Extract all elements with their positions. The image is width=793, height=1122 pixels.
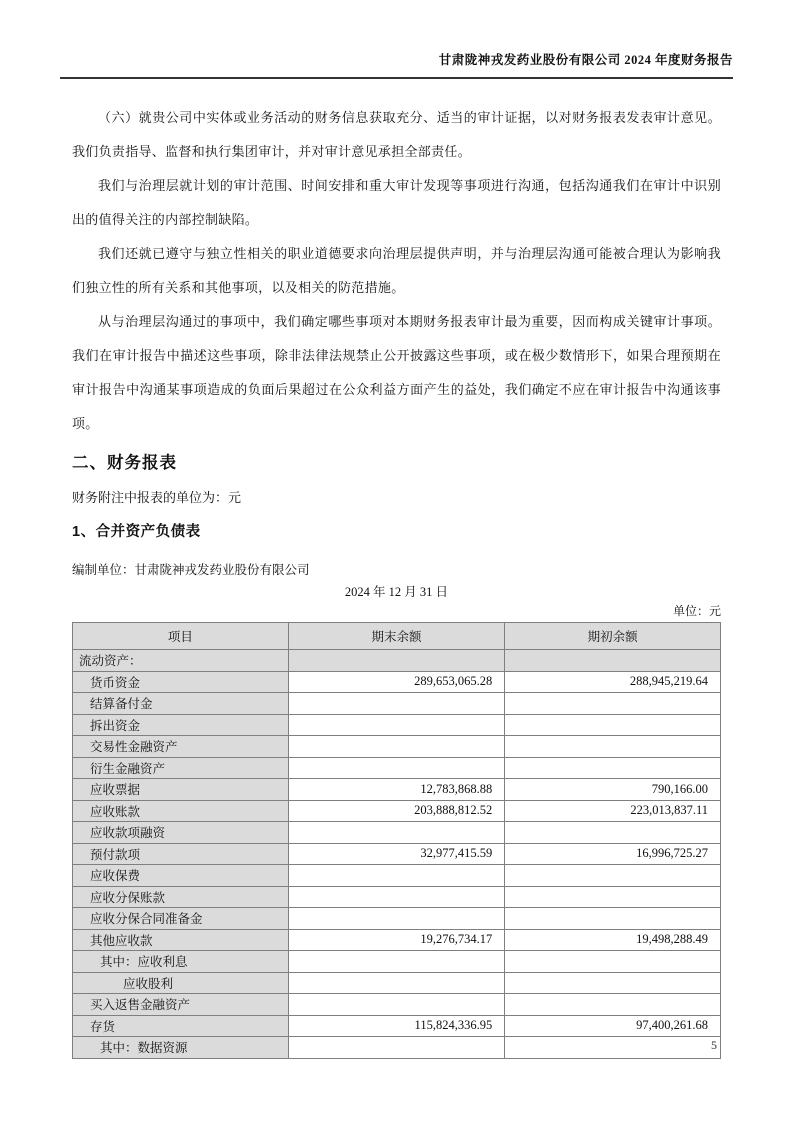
- beginning-balance-cell: [505, 951, 721, 973]
- table-header-row: [73, 623, 721, 650]
- beginning-balance-cell: [505, 994, 721, 1016]
- ending-balance-cell: 289,653,065.28: [288, 671, 504, 693]
- table-row: [73, 843, 721, 865]
- item-cell: [73, 736, 289, 758]
- beginning-balance-cell: [505, 736, 721, 758]
- item-label: 其中：应收利息: [100, 955, 188, 970]
- item-label: 应收分保合同准备金: [90, 912, 203, 927]
- ending-balance-cell: [288, 693, 504, 715]
- item-label: 结算备付金: [90, 697, 153, 712]
- ending-balance-cell: [288, 908, 504, 930]
- beginning-balance-cell: 288,945,219.64: [505, 671, 721, 693]
- item-cell: [73, 779, 289, 801]
- beginning-balance-cell: [505, 886, 721, 908]
- item-cell: [73, 1037, 289, 1059]
- beginning-balance-cell: 97,400,261.68: [505, 1015, 721, 1037]
- item-cell: [73, 800, 289, 822]
- item-cell: [73, 951, 289, 973]
- item-label: 其他应收款: [90, 933, 153, 948]
- document-header: [60, 50, 733, 79]
- item-cell: [73, 929, 289, 951]
- beginning-balance-cell: [505, 865, 721, 887]
- ending-balance-cell: [288, 1037, 504, 1059]
- beginning-balance-cell: [505, 822, 721, 844]
- item-cell: [73, 671, 289, 693]
- item-cell: [73, 693, 289, 715]
- table-row: [73, 886, 721, 908]
- col-header-beginning-balance: 期初余额: [505, 623, 721, 650]
- table-row: [73, 800, 721, 822]
- ending-balance-cell: [288, 972, 504, 994]
- item-cell: [73, 843, 289, 865]
- item-cell: [73, 822, 289, 844]
- item-label: 衍生金融资产: [90, 761, 166, 776]
- item-label: 其中：数据资源: [100, 1041, 188, 1056]
- balance-sheet-body: [73, 650, 721, 1059]
- item-cell: [73, 1015, 289, 1037]
- item-cell: [73, 972, 289, 994]
- unit-label: 单位：元: [672, 604, 721, 618]
- beginning-balance-cell: 19,498,288.49: [505, 929, 721, 951]
- item-cell: [73, 650, 289, 672]
- report-title: 甘肃陇神戎发药业股份有限公司 2024 年度财务报告: [438, 53, 733, 67]
- beginning-balance-cell: [505, 650, 721, 672]
- item-label: 买入返售金融资产: [90, 998, 191, 1013]
- beginning-balance-cell: [505, 1037, 721, 1059]
- beginning-balance-cell: [505, 972, 721, 994]
- balance-sheet-table: [72, 622, 721, 1059]
- statement-date: 2024 年 12 月 31 日: [344, 585, 449, 599]
- ending-balance-cell: [288, 886, 504, 908]
- table-row: [73, 671, 721, 693]
- table-row: [73, 714, 721, 736]
- col-header-item: 项目: [73, 623, 289, 650]
- ending-balance-cell: [288, 736, 504, 758]
- item-cell: [73, 865, 289, 887]
- table-row: [73, 1037, 721, 1059]
- beginning-balance-cell: 790,166.00: [505, 779, 721, 801]
- beginning-balance-cell: [505, 908, 721, 930]
- item-label: 流动资产：: [79, 654, 142, 669]
- item-label: 应收款项融资: [90, 826, 166, 841]
- item-label: 应收账款: [90, 804, 141, 819]
- table-row: [73, 951, 721, 973]
- document-content: [72, 101, 721, 1059]
- item-label: 应收保费: [90, 869, 141, 884]
- table-row: [73, 908, 721, 930]
- item-cell: [73, 714, 289, 736]
- item-label: 存货: [90, 1019, 116, 1034]
- prepared-by: 编制单位：甘肃陇神戎发药业股份有限公司: [72, 563, 310, 577]
- ending-balance-cell: 203,888,812.52: [288, 800, 504, 822]
- subsection-heading-consolidated-balance-sheet: 1、合并资产负债表: [72, 524, 201, 540]
- item-label: 交易性金融资产: [90, 740, 178, 755]
- table-row: [73, 865, 721, 887]
- beginning-balance-cell: [505, 714, 721, 736]
- beginning-balance-cell: 223,013,837.11: [505, 800, 721, 822]
- table-row: [73, 757, 721, 779]
- item-label: 应收分保账款: [90, 890, 166, 905]
- item-label: 预付款项: [90, 847, 141, 862]
- beginning-balance-cell: 16,996,725.27: [505, 843, 721, 865]
- table-row: [73, 822, 721, 844]
- item-label: 应收股利: [123, 976, 174, 991]
- item-label: 拆出资金: [90, 718, 141, 733]
- ending-balance-cell: [288, 757, 504, 779]
- ending-balance-cell: 115,824,336.95: [288, 1015, 504, 1037]
- col-header-ending-balance: 期末余额: [288, 623, 504, 650]
- table-row: [73, 972, 721, 994]
- ending-balance-cell: [288, 951, 504, 973]
- audit-paragraph-2: 我们与治理层就计划的审计范围、时间安排和重大审计发现等事项进行沟通，包括沟通我们在审计中识别出的值得关注的内部控制缺陷。: [72, 178, 721, 227]
- item-label: 应收票据: [90, 783, 141, 798]
- ending-balance-cell: [288, 822, 504, 844]
- section-heading-financial-statements: 二、财务报表: [72, 454, 177, 472]
- table-row: [73, 994, 721, 1016]
- item-cell: [73, 994, 289, 1016]
- item-cell: [73, 908, 289, 930]
- ending-balance-cell: [288, 650, 504, 672]
- table-row: [73, 650, 721, 672]
- ending-balance-cell: 32,977,415.59: [288, 843, 504, 865]
- table-row: [73, 736, 721, 758]
- item-cell: [73, 886, 289, 908]
- item-cell: [73, 757, 289, 779]
- beginning-balance-cell: [505, 757, 721, 779]
- ending-balance-cell: 19,276,734.17: [288, 929, 504, 951]
- beginning-balance-cell: [505, 693, 721, 715]
- audit-paragraph-4: 从与治理层沟通过的事项中，我们确定哪些事项对本期财务报表审计最为重要，因而构成关键审计事项。我们在审计报告中描述这些事项，除非法律法规禁止公开披露这些事项，或在极少数情形下，如果合理预期在审计报告中沟通某事项造成的负面后果超过在公众利益方面产生的益处，我们确定不应在审计报告中沟通该事项。: [72, 314, 721, 431]
- audit-paragraph-1: （六）就贵公司中实体或业务活动的财务信息获取充分、适当的审计证据，以对财务报表发表审计意见。我们负责指导、监督和执行集团审计，并对审计意见承担全部责任。: [72, 110, 721, 159]
- page-number: 5: [711, 1038, 717, 1052]
- ending-balance-cell: [288, 865, 504, 887]
- table-row: [73, 693, 721, 715]
- audit-paragraph-3: 我们还就已遵守与独立性相关的职业道德要求向治理层提供声明，并与治理层沟通可能被合理认为影响我们独立性的所有关系和其他事项，以及相关的防范措施。: [72, 246, 721, 295]
- ending-balance-cell: [288, 994, 504, 1016]
- ending-balance-cell: 12,783,868.88: [288, 779, 504, 801]
- unit-note: 财务附注中报表的单位为：元: [72, 490, 242, 505]
- item-label: 货币资金: [90, 675, 141, 690]
- table-row: [73, 779, 721, 801]
- table-row: [73, 1015, 721, 1037]
- ending-balance-cell: [288, 714, 504, 736]
- table-row: [73, 929, 721, 951]
